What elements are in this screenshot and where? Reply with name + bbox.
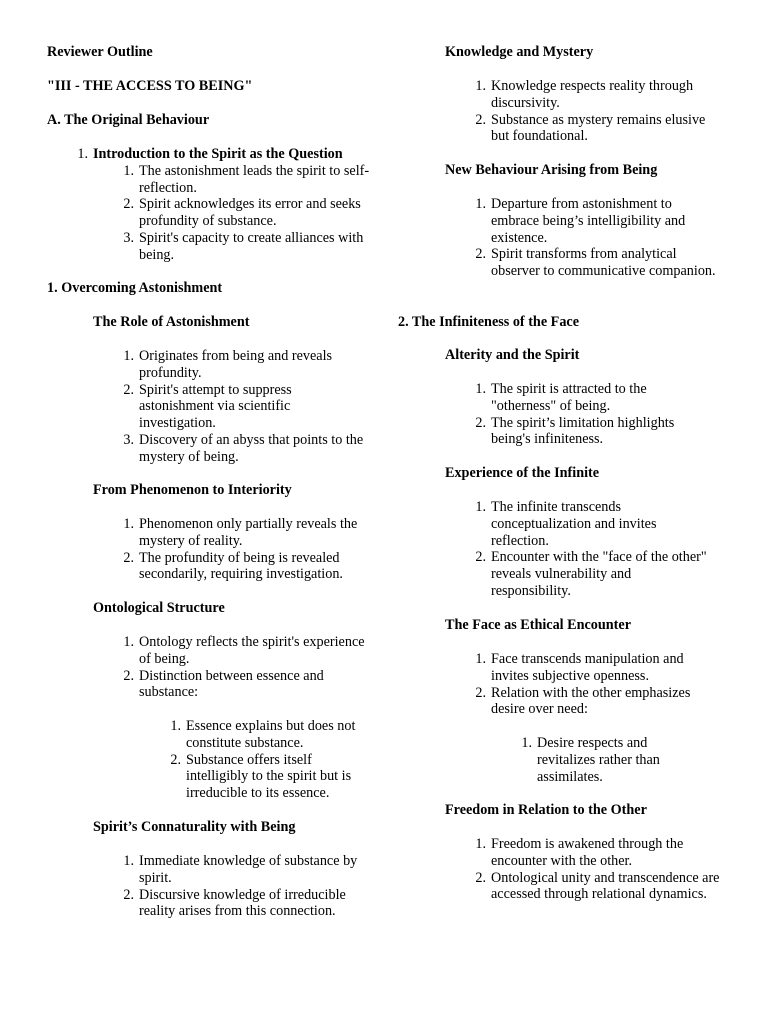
alterity-heading: Alterity and the Spirit — [445, 347, 580, 363]
ontology-sublist — [170, 718, 372, 802]
section-a-heading: A. The Original Behaviour — [47, 112, 210, 128]
list-item: 3. Spirit's capacity to create alliances with being. — [123, 229, 364, 263]
list-item: 3. Discovery of an abyss that points to the mystery of being. — [123, 431, 364, 465]
part-heading: "III - THE ACCESS TO BEING" — [47, 78, 253, 94]
alterity-list — [475, 381, 706, 448]
intro-list — [77, 146, 378, 264]
freedom-heading: Freedom in Relation to the Other — [445, 802, 647, 818]
list-item: 2. Discursive knowledge of irreducible reality arises from this connection. — [123, 886, 346, 920]
connaturality-heading: Spirit’s Connaturality with Being — [93, 819, 296, 835]
list-item: 2. Ontological unity and transcendence are accessed through relational dynamics. — [475, 869, 720, 903]
list-item: 1. Introduction to the Spirit as the Question 1. The astonishment leads the spirit to self-reflection. 2. Spirit acknowledges its error and seeks profundity of substance. 3. Spirit's capacity to create alliances with being. — [93, 146, 378, 264]
intro-sublist — [123, 162, 374, 264]
freedom-list — [475, 836, 726, 903]
list-item: 2. Relation with the other emphasizes desire over need: — [475, 684, 691, 718]
connaturality-list — [123, 853, 374, 920]
knowledge-mystery-heading: Knowledge and Mystery — [445, 44, 594, 60]
list-item: 2. The spirit’s limitation highlights being's infiniteness. — [475, 414, 675, 448]
list-item: 1. Departure from astonishment to embrace being’s intelligibility and existence. — [475, 196, 686, 246]
list-item: 2. Spirit acknowledges its error and seeks profundity of substance. — [123, 196, 361, 230]
new-behaviour-list — [475, 196, 716, 280]
list-item: 1. Face transcends manipulation and invites subjective openness. — [475, 651, 684, 684]
list-item: 2. Encounter with the "face of the other" reveals vulnerability and responsibility. — [475, 549, 707, 599]
knowledge-mystery-list — [475, 78, 726, 145]
list-item: 1. Originates from being and reveals profundity. — [123, 348, 333, 381]
document-title: Reviewer Outline — [47, 44, 153, 60]
list-item: 2. The profundity of being is revealed secondarily, requiring investigation. — [123, 549, 343, 583]
role-heading: The Role of Astonishment — [93, 314, 250, 330]
list-item: 1. Immediate knowledge of substance by spirit. — [123, 853, 358, 886]
section-2-heading: 2. The Infiniteness of the Face — [398, 314, 580, 330]
ontology-list — [123, 634, 369, 701]
ontology-heading: Ontological Structure — [93, 600, 225, 616]
infinite-list — [475, 499, 711, 600]
list-item: 1. Desire respects and revitalizes rather than assimilates. — [521, 735, 660, 785]
infinite-heading: Experience of the Infinite — [445, 465, 600, 481]
list-item: 2. Spirit's attempt to suppress astonishment via scientific investigation. — [123, 381, 292, 432]
list-item: 2. Substance as mystery remains elusive but foundational. — [475, 111, 706, 145]
phenomenon-heading: From Phenomenon to Interiority — [93, 482, 292, 498]
list-item: 1. Freedom is awakened through the encounter with the other. — [475, 836, 684, 869]
list-item: 1. The infinite transcends conceptualization and invites reflection. — [475, 499, 657, 549]
list-item: 1. Essence explains but does not constitute substance. — [170, 718, 356, 751]
face-ethical-sublist — [521, 735, 702, 785]
list-item: 2. Substance offers itself intelligibly to the spirit but is irreducible to its essence. — [170, 751, 352, 802]
list-item: 1. Phenomenon only partially reveals the mystery of reality. — [123, 516, 358, 549]
face-ethical-heading: The Face as Ethical Encounter — [445, 617, 632, 633]
section-1-heading: 1. Overcoming Astonishment — [47, 280, 223, 296]
list-item: 2. Distinction between essence and substance: — [123, 667, 324, 701]
list-item: 1. The spirit is attracted to the "otherness" of being. — [475, 381, 647, 414]
role-list — [123, 348, 369, 466]
list-item: 1. Ontology reflects the spirit's experience of being. — [123, 634, 365, 667]
list-item: 1. Knowledge respects reality through discursivity. — [475, 78, 694, 111]
face-ethical-list — [475, 651, 721, 718]
list-item: 2. Spirit transforms from analytical observer to communicative companion. — [475, 246, 716, 280]
phenomenon-list — [123, 516, 379, 583]
list-item: 1. The astonishment leads the spirit to self-reflection. — [123, 162, 370, 196]
new-behaviour-heading: New Behaviour Arising from Being — [445, 162, 658, 178]
intro-heading: Introduction to the Spirit as the Question — [93, 146, 343, 162]
